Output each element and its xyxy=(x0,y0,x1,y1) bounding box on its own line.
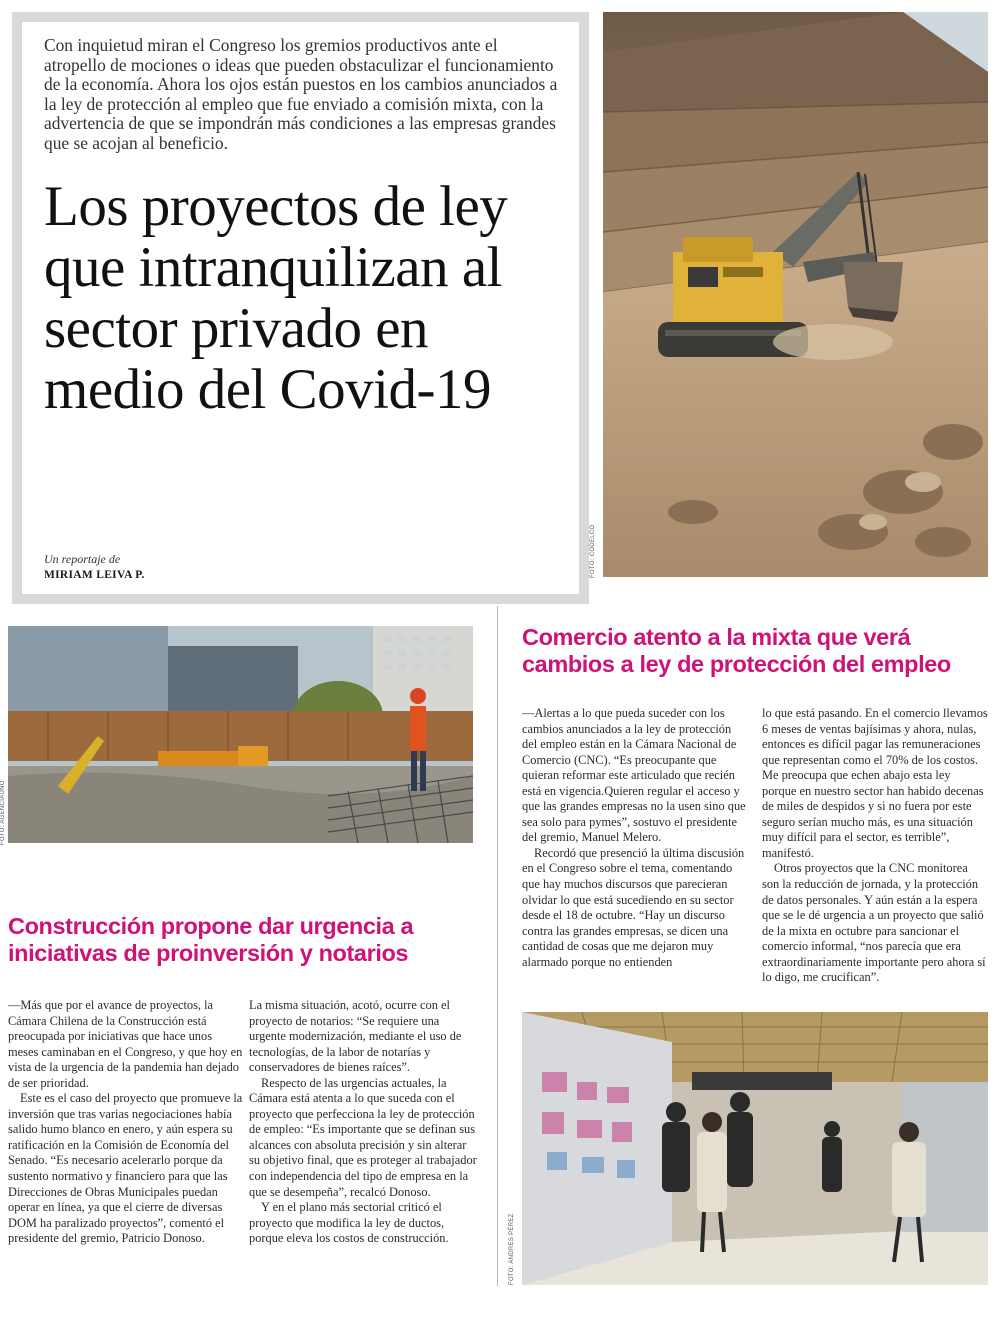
lead-intro: Con inquietud miran el Congreso los gremios productivos ante el atropello de mociones o ideas que pueden obstaculizar el funcionamiento de la economía. Ahora los ojos están puestos en los cambios anunciados a la ley de protección al empleo que fue enviado a comisión mixta, con la advertencia de que se impondrán más condiciones a las empresas grandes que se acojan al beneficio. xyxy=(44,35,558,153)
construction-col2-paragraph: Respecto de las urgencias actuales, la Cámara está atenta a lo que suceda con el proyecto que perfecciona la ley de protección de empleo: “Es importante que se definan sus alcances con absoluta precisión y sin alterar su objetivo final, que es proteger al trabajador con independencia del tipo de empresa en la que se desempeña”, recalcó Donoso. xyxy=(249,1075,477,1199)
construction-column-2 xyxy=(249,998,479,1247)
column-divider xyxy=(497,606,498,1286)
byline-label: Un reportaje de xyxy=(44,552,121,566)
byline-name: MIRIAM LEIVA P. xyxy=(44,569,145,581)
lead-box xyxy=(12,12,589,604)
construction-col2-paragraph: Y en el plano más sectorial criticó el proyecto que modifica la ley de ductos, porque eleva los costos de construcción. xyxy=(249,1200,449,1246)
commerce-headline: Comercio atento a la mixta que verá cambios a ley de protección del empleo xyxy=(522,624,951,677)
mine-photo-credit: FOTO: CODELCO xyxy=(590,524,596,578)
construction-col2-paragraph: La misma situación, acotó, ocurre con el proyecto de notarios: “Se requiere una urgente modernización, mediante el uso de tecnologías, de la labor de notarías y conservadores de bienes raíces”. xyxy=(249,998,462,1075)
construction-col1-paragraph: Este es el caso del proyecto que promueve la inversión que tras varias negociaciones había salido humo blanco en enero, y aún espera su ratificación en la Comisión de Economía del Senado. “Es necesario acelerarlo porque da sustento normativo y financiero para que las Direcciones de Obras Municipales puedan operar en línea, ya que el cierre de diversas DOM ha paralizado proyectos”, comentó el presidente del gremio, Patricio Donoso. xyxy=(8,1091,243,1246)
commerce-col2-paragraph: Otros proyectos que la CNC monitorea son la reducción de jornada, y la protección de datos personales. Y aún están a la espera que se le dé urgencia a un proyecto que salió de la mixta en octubre para sancionar el comercio informal, “nos parecía que era extraordinariamente importante pero ahora sí lo digo, me crucifican”. xyxy=(762,861,986,985)
commerce-col1-paragraph: —Alertas a lo que pueda suceder con los cambios anunciados a la ley de protección del empleo están en la Cámara Nacional de Comercio (CNC). “Es preocupante que quieran reformar este articulado que recién está en vigencia.Quieren regular el acceso y que las grandes empresas no la usen sino que sea solo para pymes”, sostuvo el presidente del gremio, Manuel Melero. xyxy=(522,706,746,845)
commerce-column-1 xyxy=(522,706,748,970)
commerce-column-2 xyxy=(762,706,988,986)
lead-inner xyxy=(22,22,579,594)
main-headline: Los proyectos de ley que intranquilizan al sector privado en medio del Covid-19 xyxy=(44,174,508,421)
construction-headline: Construcción propone dar urgencia a iniciativas de proinversión y notarios xyxy=(8,913,414,966)
commerce-col1-paragraph: Recordó que presenció la última discusión en el Congreso sobre el tema, comentando que hay muchos discursos que parecieran olvidar lo que está sucediendo en su sector desde el 18 de octubre. “Hay un discurso contra las grandes empresas, se dicen una cantidad de cosas que me dejaron muy alarmado porque no entienden xyxy=(522,845,745,969)
commerce-col2-paragraph: lo que está pasando. En el comercio llevamos 6 meses de ventas bajísimas y ahora, nulas, entonces es difícil pagar las remuneraciones que representan como el 70% de los costos. Me preocupa que echen abajo esta ley porque en nuestro sector han habido decenas de miles de despidos y si no fuera por este seguro serían mucho más, es una situación muy difícil para el sector, es terrible”, manifestó. xyxy=(762,706,988,860)
construction-photo-credit: FOTO: AGENCIAUNO xyxy=(0,780,6,845)
construction-site-photo xyxy=(8,626,473,843)
mine-excavator-photo xyxy=(603,12,988,577)
construction-col1-paragraph: —Más que por el avance de proyectos, la Cámara Chilena de la Construcción está preocupada por iniciativas que hace unos meses caminaban en el Congreso, y que hoy en vista de la urgencia de la pandemia han dejado de ser prioridad. xyxy=(8,998,243,1090)
construction-column-1 xyxy=(8,998,243,1247)
shopping-mall-photo xyxy=(522,1012,988,1285)
mall-photo-credit: FOTO: ANDRES PÉREZ xyxy=(509,1213,515,1285)
